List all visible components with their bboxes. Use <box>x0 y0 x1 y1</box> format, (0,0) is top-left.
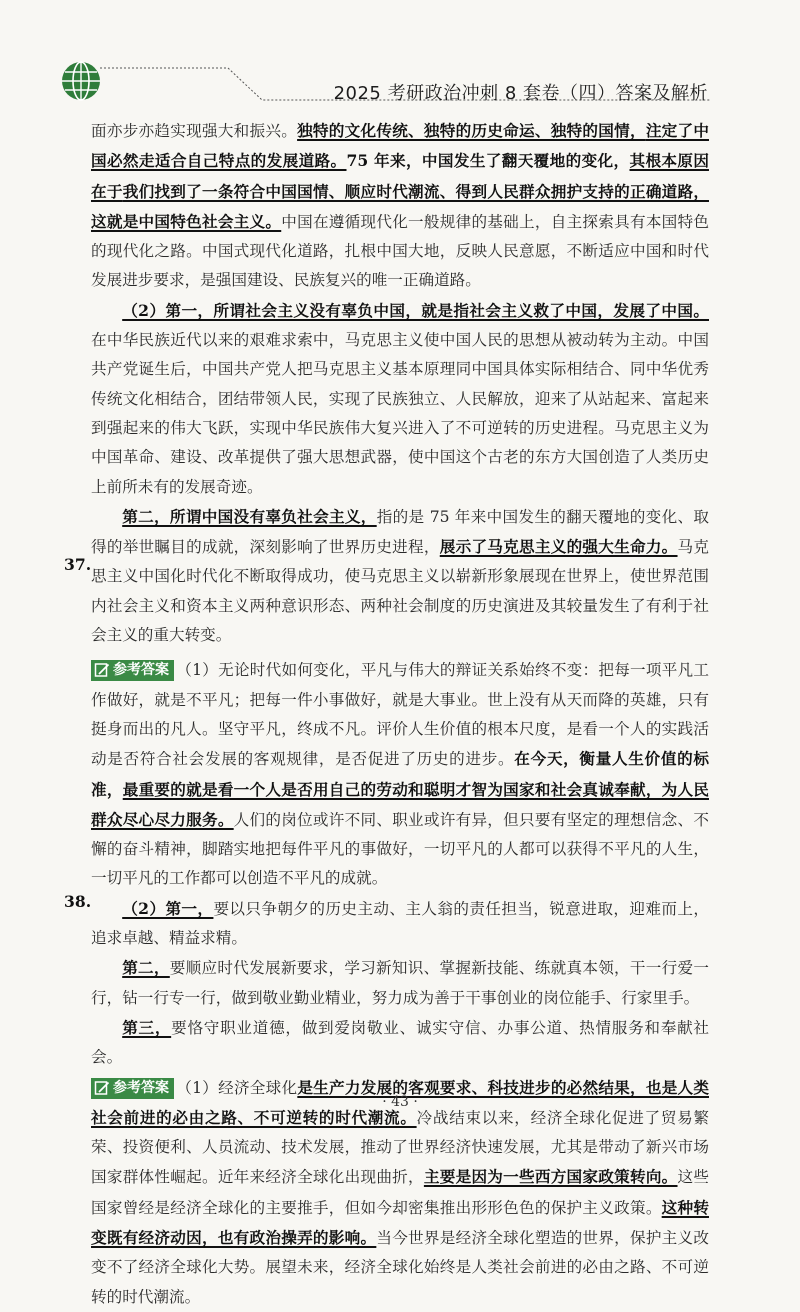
bold-underlined-text: 是生产力发展的客观要求、科技进步的必然结果，也是人类社会前进的必由之路、不可逆转的时代潮流。 <box>91 1077 709 1127</box>
bold-underlined-text: （2）第一，所谓社会主义没有辜负中国，就是指社会主义救了中国，发展了中国。 <box>122 300 709 320</box>
bold-underlined-text: 其根本原因在于 <box>91 151 709 201</box>
paragraph-q36-part2-first <box>91 296 709 502</box>
globe-logo-icon <box>60 60 102 102</box>
reference-answer-badge <box>91 660 174 681</box>
bold-underlined-text: 展示了马克思主义的强大生命力。 <box>439 537 678 557</box>
paragraph-q37-part1 <box>91 656 709 893</box>
text-run: 人们的岗位或许不同、职业或许有异，但只要有坚定的理想信念、不懈的奋斗精神，脚踏实地把每件平凡的事做好，一切平凡的人都可以获得不平凡的人生，一切平凡的工作都可以创造不平凡的成就。 <box>91 810 709 888</box>
text-run: 要以只争朝夕的历史主动、主人翁的责任担当，锐意进取，迎难而上，追求卓越、精益求精。 <box>91 899 709 948</box>
bold-underlined-text: （2）第一， <box>122 898 214 918</box>
bold-underlined-text: 最重要的就是看一个人是否用自己的劳动和聪明才智为国家和社会真诚奉献，为人民群众尽心尽力服务。 <box>91 779 709 829</box>
bold-underlined-text: 第三， <box>122 1017 172 1037</box>
bold-underlined-text: 我们找到了一条符合中国国情、顺应时代潮流、得到人民群众拥护支持的正确道路， <box>122 181 709 201</box>
paragraph-q37-third <box>91 1013 709 1073</box>
text-run: 这些国家曾经是经济全球化的主要推手，但如今却密集推出形形色色的保护主义政策。 <box>91 1168 709 1217</box>
bold-text: 在今天，衡量人生价值的标准， <box>91 749 709 799</box>
edit-note-icon <box>94 662 110 678</box>
bold-underlined-text: 这就是中国特色社会主义。 <box>91 211 282 231</box>
paragraph-q37-second <box>91 953 709 1013</box>
text-run: 要顺应时代发展新要求，学习新知识、掌握新技能、练就真本领，干一行爱一行，钻一行专一行，做到敬业勤业精业，努力成为善于干事创业的岗位能手、行家里手。 <box>91 959 709 1007</box>
page-number: · 43 · <box>382 1094 418 1110</box>
text-run: 中国在遵循现代化一般规律的基础上，自主探索具有本国特色的现代化之路。中国式现代化道路，扎根中国大地，反映人民意愿，不断适应中国和时代发展进步要求，是强国建设、民族复兴的唯一正确道路。 <box>91 212 709 290</box>
question-number-38: 38. <box>64 892 92 911</box>
text-run: 面亦步亦趋实现强大和振兴。 <box>91 122 298 140</box>
paragraph-q36-part2-second <box>91 502 709 650</box>
bold-text: 75 年来，中国发生了翻天覆地的变化， <box>346 151 630 171</box>
text-run: 指的是 75 年来中国发生的翻天覆地的变化、取得的举世瞩目的成就，深刻影响了世界历史进程， <box>91 507 709 557</box>
header-title: 2025 考研政治冲刺 8 套卷（四）答案及解析 <box>333 83 708 104</box>
answer-content <box>91 116 709 1312</box>
bold-underlined-text: 第二，所谓中国没有辜负社会主义， <box>122 506 377 526</box>
text-run: 要恪守职业道德，做到爱岗敬业、诚实守信、办事公道、热情服务和奉献社会。 <box>91 1018 709 1067</box>
badge-label: 参考答案 <box>113 662 169 679</box>
text-run: 在中华民族近代以来的艰难求索中，马克思主义使中国人民的思想从被动转为主动。中国共产党诞生后，中国共产党人把马克思主义基本原理同中国具体实际相结合、同中华优秀传统文化相结合，团结带领人民，实现了民族独立、人民解放，迎来了从站起来、富起来到强起来的伟大飞跃，实现中华民族伟大复兴进入了不可逆转的历史进程。马克思主义为中国革命、建设、改革提供了强大思想武器，使中国这个古老的东方大国创造了人类历史上前所未有的发展奇迹。 <box>91 331 709 496</box>
bold-underlined-text: 注定了中国必然走适合自己特点的发展道路。 <box>91 121 709 171</box>
bold-underlined-text: 主要是因为一些西方国家政策转向。 <box>423 1167 678 1187</box>
page-header <box>0 0 800 110</box>
paragraph-q36-continuation <box>91 116 709 296</box>
badge-label: 参考答案 <box>113 1079 169 1096</box>
text-run: （1）无论时代如何变化，平凡与伟大的辩证关系始终不变：把每一项平凡工作做好，就是不平凡；把每一件小事做好，就是大事业。世上没有从天而降的英雄，只有挺身而出的凡人。坚守平凡，终成不凡。评价人生价值的根本尺度，是看一个人的实践活动是否符合社会发展的客观规律，是否促进了历史的进步。 <box>91 661 709 769</box>
bold-underlined-text: 这种转变既有经济动因，也有政治操弄的影响。 <box>91 1197 709 1247</box>
bold-underlined-text: 第二， <box>122 958 170 978</box>
text-run: 冷战结束以来，经济全球化促进了贸易繁荣、投资便利、人员流动、技术发展，推动了世界经济快速发展，尤其是带动了新兴市场国家群体性崛起。近年来经济全球化出现曲折， <box>91 1108 709 1187</box>
bold-underlined-text: 独特的文化传统、独特的历史命运、独特的国情， <box>297 121 646 140</box>
paragraph-q37-part2 <box>91 894 709 954</box>
text-run: （1）经济全球化 <box>176 1078 298 1097</box>
text-run: 马克思主义中国化时代化不断取得成功，使马克思主义以崭新形象展现在世界上，使世界范围内社会主义和资本主义两种意识形态、两种社会制度的历史演进及其较量发生了有利于社会主义的重大转变。 <box>91 538 709 645</box>
question-number-37: 37. <box>64 555 92 574</box>
text-run: 当今世界是经济全球化塑造的世界，保护主义改变不了经济全球化大势。展望未来，经济全球化始终是人类社会前进的必由之路、不可逆转的时代潮流。 <box>91 1228 709 1306</box>
